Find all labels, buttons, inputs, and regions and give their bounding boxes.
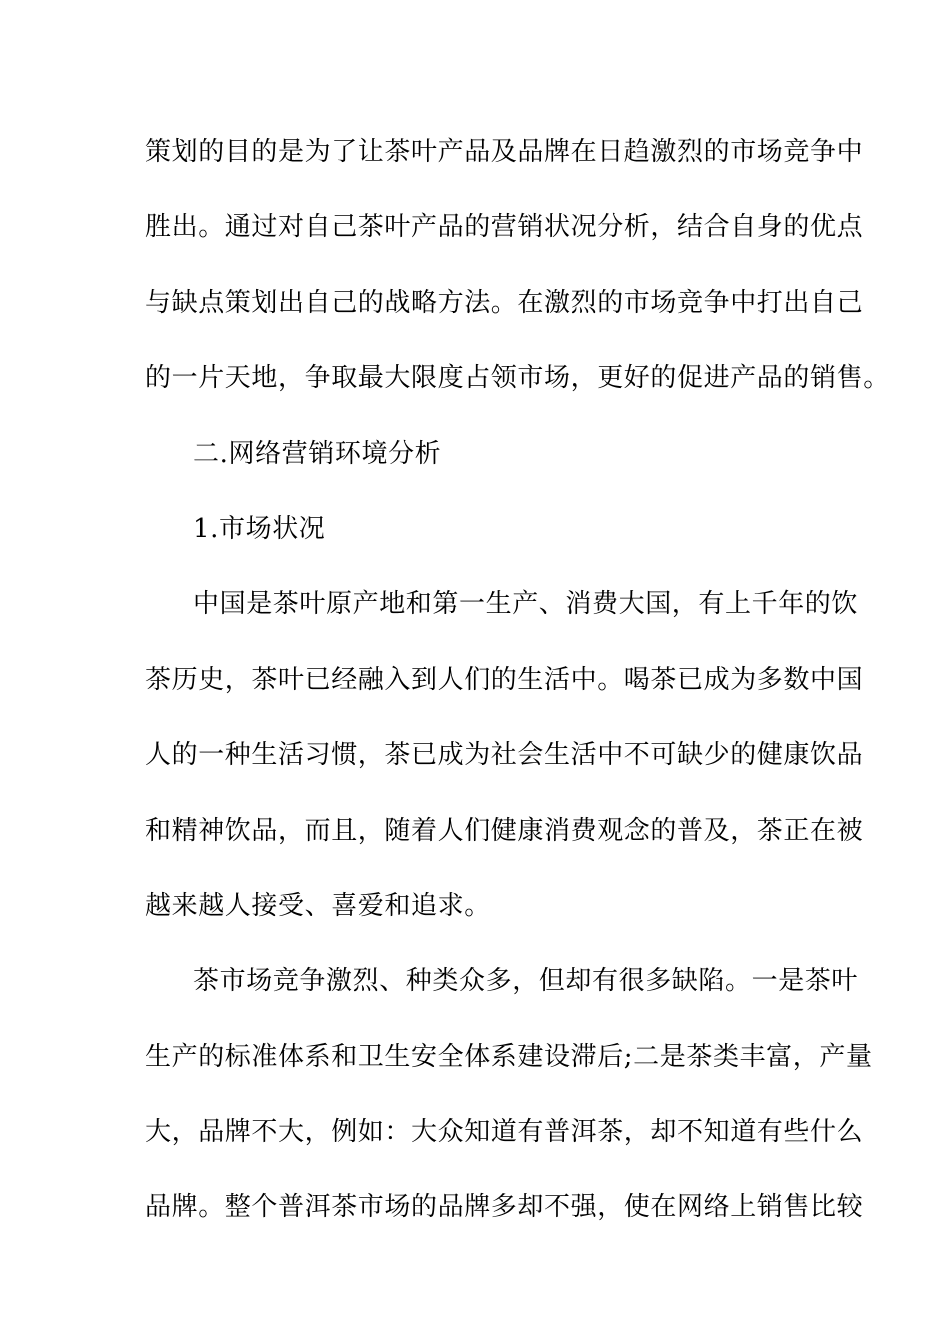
subsection-heading: 1.市场状况 [193,513,326,544]
paragraph-line: 策划的目的是为了让茶叶产品及品牌在日趋激烈的市场竞争中 [145,137,864,167]
paragraph-line: 生产的标准体系和卫生安全体系建设滞后;二是茶类丰富，产量 [145,1041,873,1072]
paragraph-line: 中国是茶叶原产地和第一生产、消费大国，有上千年的饮 [193,589,859,620]
paragraph-line: 大，品牌不大，例如：大众知道有普洱茶，却不知道有些什么 [145,1117,864,1148]
paragraph-line: 胜出。通过对自己茶叶产品的营销状况分析，结合自身的优点 [145,212,864,243]
paragraph-line: 的一片天地，争取最大限度占领市场，更好的促进产品的销售。 [145,363,890,394]
paragraph-line: 茶历史，茶叶已经融入到人们的生活中。喝茶已成为多数中国 [145,664,864,695]
paragraph-line: 越来越人接受、喜爱和追求。 [145,890,491,921]
document-body [145,126,890,1257]
paragraph-line: 茶市场竞争激烈、种类众多，但却有很多缺陷。一是茶叶 [193,966,859,997]
paragraph-line: 人的一种生活习惯，茶已成为社会生活中不可缺少的健康饮品 [145,740,864,771]
paragraph-line: 与缺点策划出自己的战略方法。在激烈的市场竞争中打出自己 [145,287,864,318]
paragraph-line: 和精神饮品，而且，随着人们健康消费观念的普及，茶正在被 [145,815,864,846]
paragraph-line: 品牌。整个普洱茶市场的品牌多却不强，使在网络上销售比较 [145,1192,864,1223]
section-heading: 二.网络营销环境分析 [193,438,442,469]
